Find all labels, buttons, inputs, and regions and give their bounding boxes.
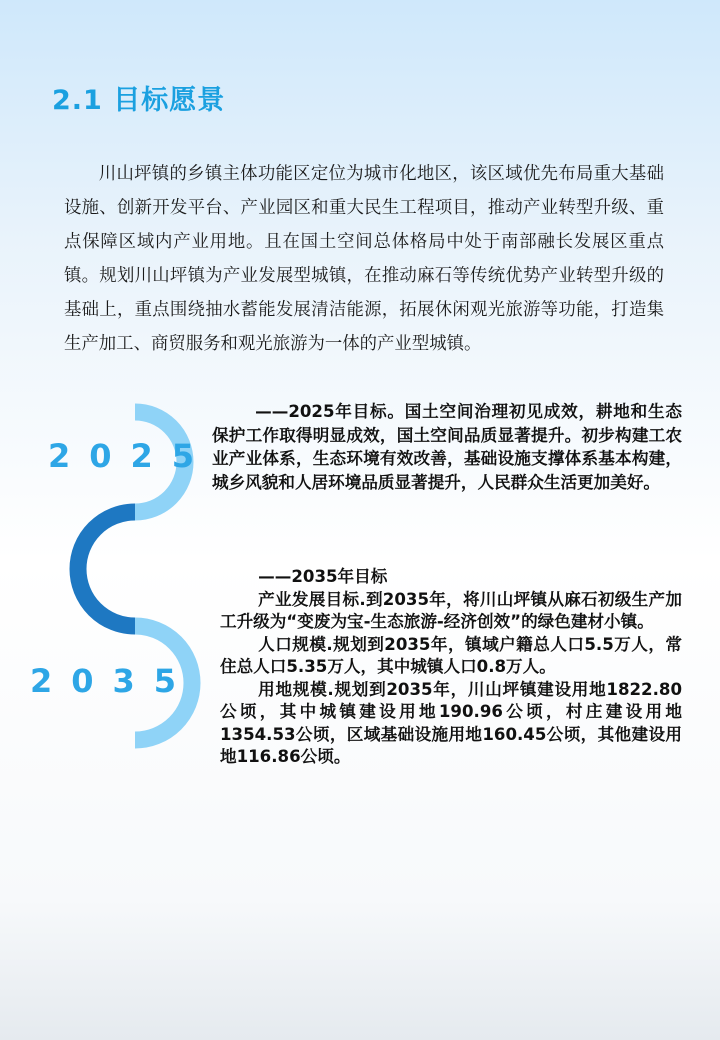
timeline-arc-middle <box>78 512 135 626</box>
year-label-2035: 2035 <box>30 662 196 700</box>
goal-2025-paragraph: ——2025年目标。国土空间治理初见成效，耕地和生态保护工作取得明显成效，国土空间品质显著提升。初步构建工农业产业体系，生态环境有效改善，基础设施支撑体系基本构建，城乡风貌和人居环境品质显著提升，人民群众生活更加美好。 <box>212 402 682 492</box>
goal-2035-title: ——2035年目标 <box>258 567 388 586</box>
section-heading: 2.1 目标愿景 <box>52 85 226 116</box>
intro-paragraph: 川山坪镇的乡镇主体功能区定位为城市化地区，该区域优先布局重大基础设施、创新开发平台、产业园区和重大民生工程项目，推动产业转型升级、重点保障区域内产业用地。且在国土空间总体格局中处于南部融长发展区重点镇。规划川山坪镇为产业发展型城镇，在推动麻石等传统优势产业转型升级的基础上，重点围绕抽水蓄能发展清洁能源，拓展休闲观光旅游等功能，打造集生产加工、商贸服务和观光旅游为一体的产业型城镇。 <box>64 164 664 354</box>
goal-2035-industry: 产业发展目标.到2035年，将川山坪镇从麻石初级生产加工升级为“变废为宝-生态旅游-经济创效”的绿色建材小镇。 <box>220 589 682 631</box>
goal-2035-population: 人口规模.规划到2035年，镇域户籍总人口5.5万人，常住总人口5.35万人，其中城镇人口0.8万人。 <box>220 634 682 676</box>
goal-2035-land: 用地规模.规划到2035年，川山坪镇建设用地1822.80公顷，其中城镇建设用地190.96公顷，村庄建设用地1354.53公顷，区域基础设施用地160.45公顷，其他建设用地116.86公顷。 <box>220 679 682 766</box>
year-label-2025: 2025 <box>48 437 214 475</box>
goal-2035-block <box>220 566 682 769</box>
